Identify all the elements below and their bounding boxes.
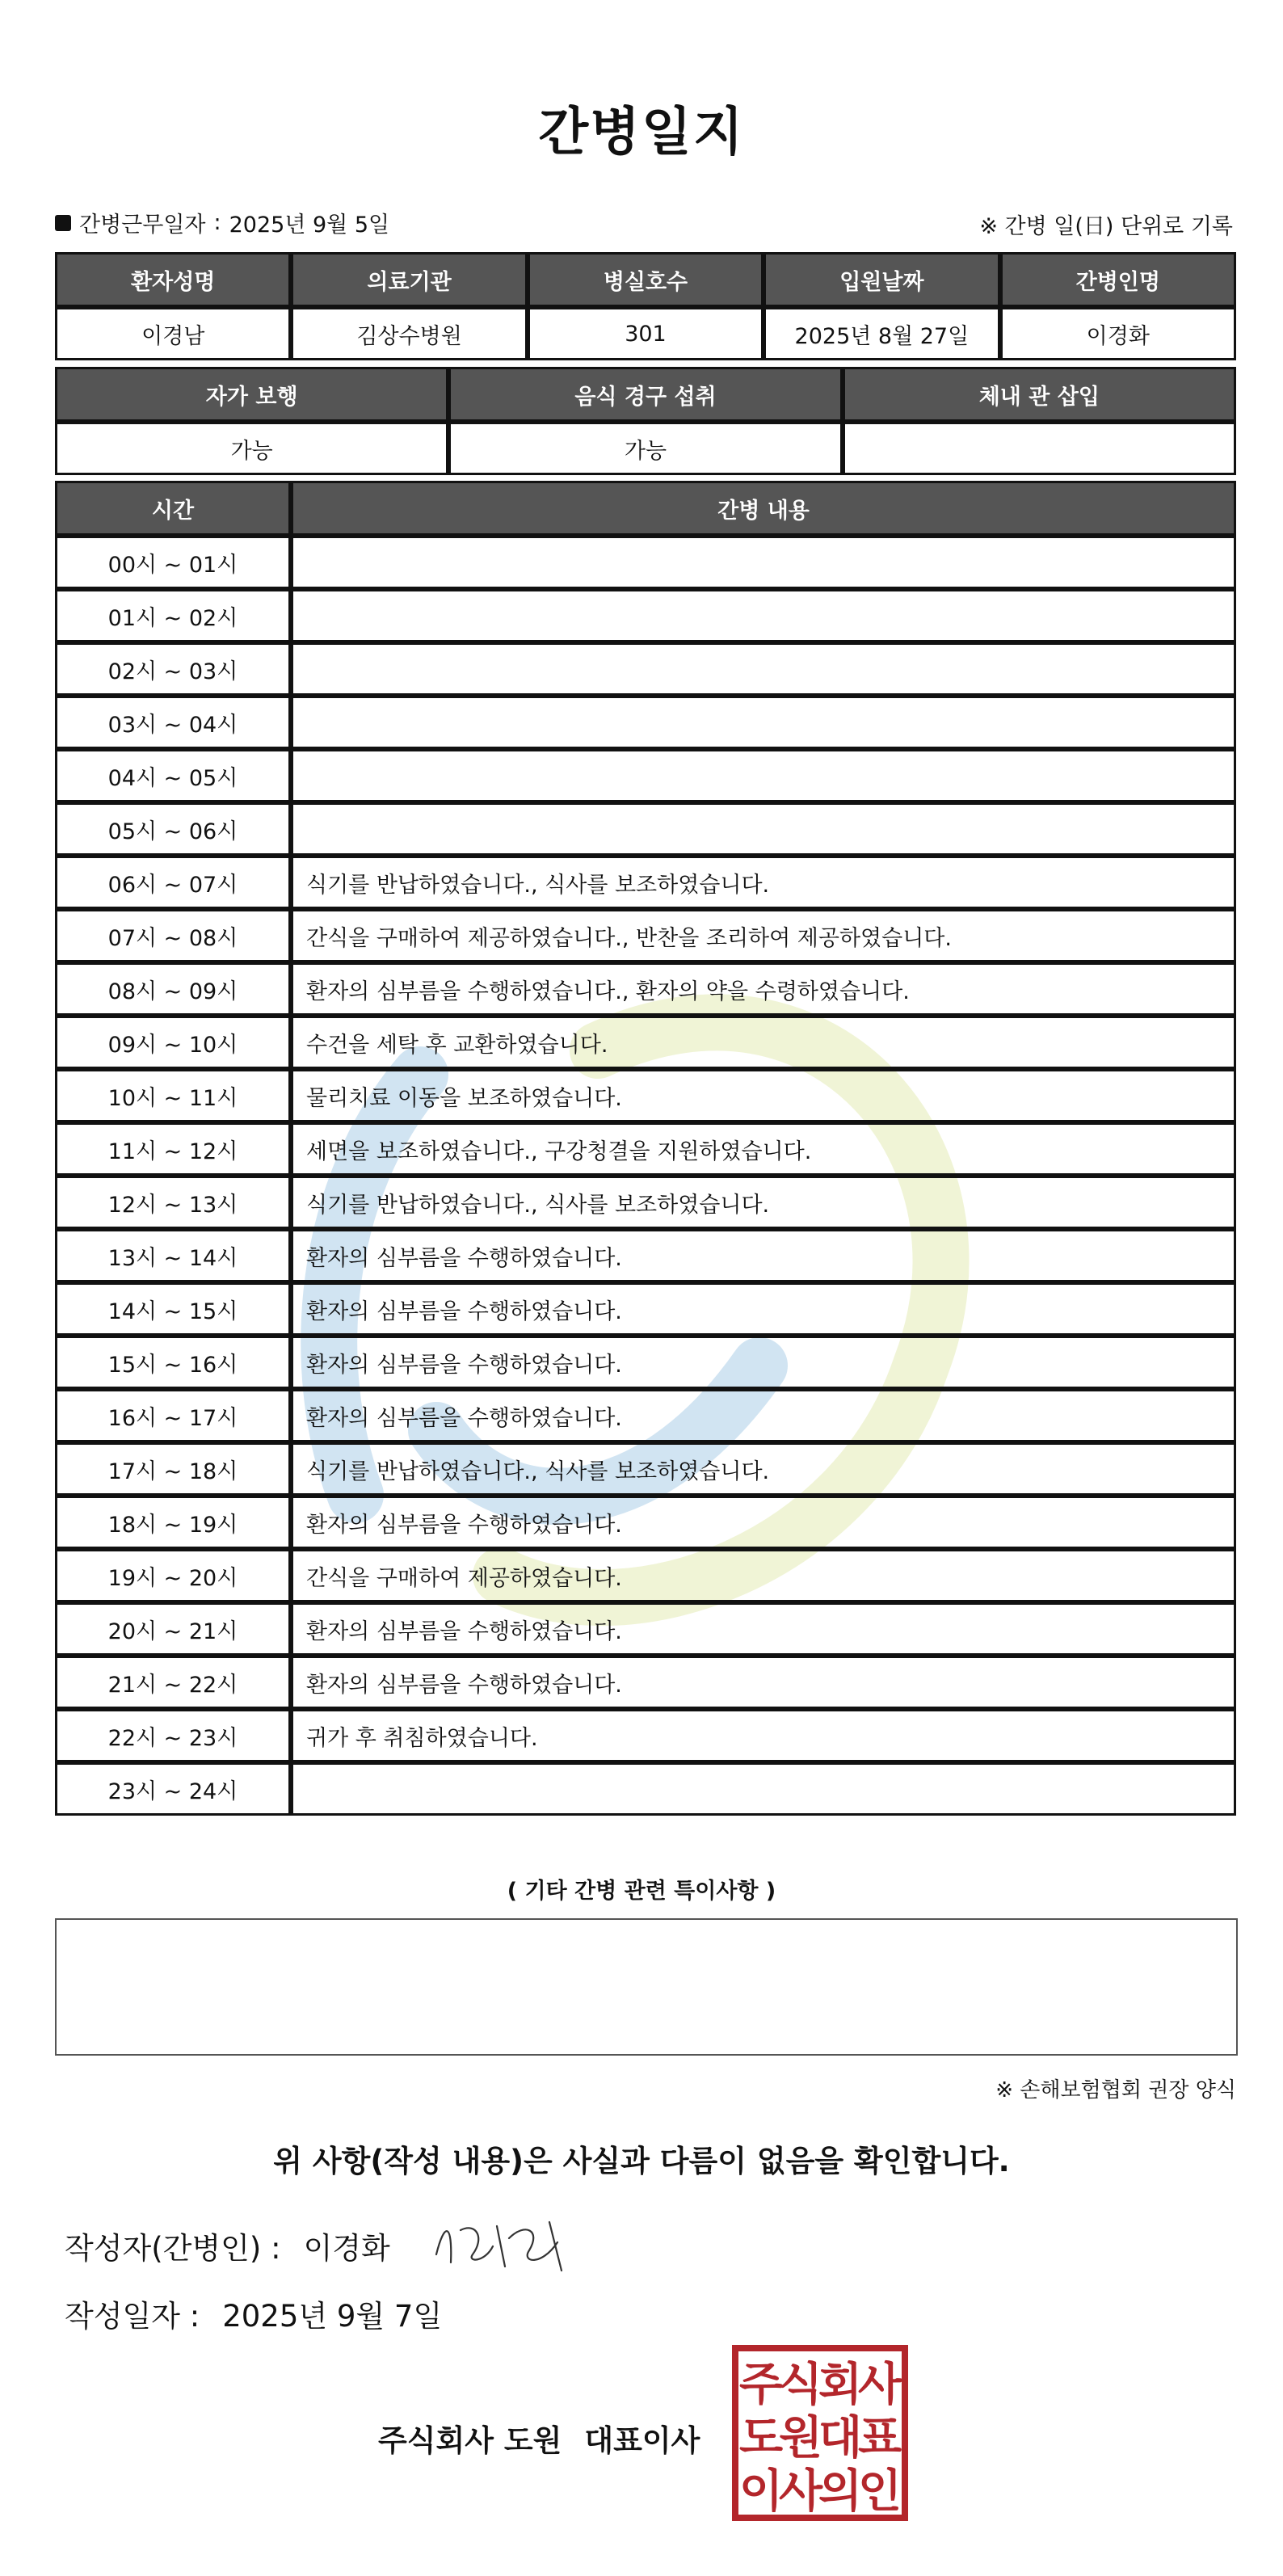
care-log-table [55,481,1236,1816]
care-content-cell [291,536,1236,589]
header-room: 병실호수 [528,252,763,307]
header-care-content: 간병 내용 [291,481,1236,536]
time-cell: 10시 ~ 11시 [55,1069,291,1122]
table-row [55,536,1236,589]
header-hospital: 의료기관 [291,252,527,307]
care-content-cell: 환자의 심부름을 수행하였습니다. [291,1602,1236,1656]
care-content-cell: 수건을 세탁 후 교환하였습니다. [291,1016,1236,1069]
time-cell: 08시 ~ 09시 [55,962,291,1016]
care-content-cell: 환자의 심부름을 수행하였습니다. [291,1389,1236,1442]
time-cell: 15시 ~ 16시 [55,1336,291,1389]
time-cell: 17시 ~ 18시 [55,1442,291,1496]
recommend-note: ※ 손해보험협회 권장 양식 [995,2078,1236,2102]
time-cell: 06시 ~ 07시 [55,856,291,909]
time-cell: 19시 ~ 20시 [55,1549,291,1602]
table-row [55,909,1236,962]
document-title: 간병일지 [538,103,745,162]
seal-char: 대 [818,2412,863,2464]
care-content-cell [291,749,1236,802]
seal-char: 의 [818,2465,863,2518]
table-row [55,962,1236,1016]
header-time: 시간 [55,481,291,536]
table-row [55,1229,1236,1282]
time-cell: 01시 ~ 02시 [55,589,291,642]
time-cell: 13시 ~ 14시 [55,1229,291,1282]
table-row [55,1496,1236,1549]
time-cell: 22시 ~ 23시 [55,1709,291,1762]
table-row [55,856,1236,909]
company-name: 주식회사 도원 [378,2423,562,2458]
oral-intake: 가능 [448,422,842,475]
time-cell: 16시 ~ 17시 [55,1389,291,1442]
work-date-label: 간병근무일자 [79,213,206,238]
tube-insertion [843,422,1236,475]
table-row [55,1336,1236,1389]
care-content-cell [291,696,1236,749]
seal-char: 주 [738,2359,784,2411]
time-cell: 07시 ~ 08시 [55,909,291,962]
work-date-value: 2025년 9월 5일 [229,213,390,238]
table-row [55,1122,1236,1176]
time-cell: 11시 ~ 12시 [55,1122,291,1176]
handwritten-signature [428,2206,574,2279]
table-row [55,1709,1236,1762]
time-cell: 21시 ~ 22시 [55,1656,291,1709]
care-content-cell: 귀가 후 취침하였습니다. [291,1709,1236,1762]
header-patient-name: 환자성명 [55,252,291,307]
table-row [55,802,1236,856]
ability-table [55,367,1236,475]
care-content-cell: 식기를 반납하였습니다., 식사를 보조하였습니다. [291,856,1236,909]
time-cell: 00시 ~ 01시 [55,536,291,589]
time-cell: 02시 ~ 03시 [55,642,291,696]
writer-name: 이경화 [303,2231,390,2266]
care-content-cell: 환자의 심부름을 수행하였습니다. [291,1229,1236,1282]
seal-char: 표 [857,2412,902,2464]
seal-char: 인 [857,2465,902,2518]
seal-char: 도 [738,2412,784,2464]
care-content-cell: 환자의 심부름을 수행하였습니다. [291,1656,1236,1709]
time-cell: 18시 ~ 19시 [55,1496,291,1549]
care-content-cell: 환자의 심부름을 수행하였습니다., 환자의 약을 수령하였습니다. [291,962,1236,1016]
time-cell: 05시 ~ 06시 [55,802,291,856]
care-content-cell [291,802,1236,856]
care-content-cell: 식기를 반납하였습니다., 식사를 보조하였습니다. [291,1442,1236,1496]
care-content-cell: 식기를 반납하였습니다., 식사를 보조하였습니다. [291,1176,1236,1229]
caregiver-name: 이경화 [1000,307,1236,360]
table-row [55,1069,1236,1122]
special-notes-title: ( 기타 간병 관련 특이사항 ) [507,1879,776,1904]
record-note: ※ 간병 일(日) 단위로 기록 [979,214,1233,239]
care-content-cell: 간식을 구매하여 제공하였습니다. [291,1549,1236,1602]
work-date [55,207,389,238]
admission-date: 2025년 8월 27일 [763,307,999,360]
company-line [378,2416,700,2460]
time-cell: 09시 ~ 10시 [55,1016,291,1069]
time-cell: 20시 ~ 21시 [55,1602,291,1656]
writer-label: 작성자(간병인) : [65,2231,281,2266]
care-content-cell: 물리치료 이동을 보조하였습니다. [291,1069,1236,1122]
header-oral-intake: 음식 경구 섭취 [448,367,842,422]
time-cell: 04시 ~ 05시 [55,749,291,802]
header-caregiver-name: 간병인명 [1000,252,1236,307]
table-row [55,1016,1236,1069]
seal-char: 사 [857,2359,902,2411]
seal-char: 이 [738,2465,784,2518]
seal-char: 회 [818,2359,863,2411]
special-notes-box [55,1918,1238,2056]
table-row [55,1762,1236,1816]
table-row [55,1176,1236,1229]
header-self-walking: 자가 보행 [55,367,448,422]
patient-name: 이경남 [55,307,291,360]
written-date-label: 작성일자 : [65,2299,200,2334]
table-row [55,589,1236,642]
seal-char: 원 [778,2412,823,2464]
hospital: 김상수병원 [291,307,527,360]
care-content-cell [291,642,1236,696]
table-row [55,696,1236,749]
table-row [55,642,1236,696]
table-row [55,1656,1236,1709]
time-cell: 23시 ~ 24시 [55,1762,291,1816]
writer-line [65,2224,390,2267]
time-cell: 14시 ~ 15시 [55,1282,291,1336]
table-row [55,1282,1236,1336]
work-date-sep: : [213,210,221,235]
care-content-cell [291,589,1236,642]
written-date-value: 2025년 9월 7일 [222,2299,443,2334]
table-row [55,1389,1236,1442]
care-content-cell [291,1762,1236,1816]
table-row [55,1549,1236,1602]
written-date-line [65,2292,442,2335]
seal-char: 사 [778,2465,823,2518]
confirmation-statement: 위 사항(작성 내용)은 사실과 다름이 없음을 확인합니다. [273,2144,1010,2178]
square-bullet-icon [55,215,71,231]
time-cell: 03시 ~ 04시 [55,696,291,749]
table-row [55,1442,1236,1496]
company-seal-stamp [730,2343,910,2523]
patient-info-table [55,252,1236,360]
care-content-cell: 간식을 구매하여 제공하였습니다., 반찬을 조리하여 제공하였습니다. [291,909,1236,962]
table-row [55,1602,1236,1656]
care-content-cell: 환자의 심부름을 수행하였습니다. [291,1282,1236,1336]
representative-title: 대표이사 [584,2423,700,2458]
care-content-cell: 환자의 심부름을 수행하였습니다. [291,1336,1236,1389]
care-content-cell: 환자의 심부름을 수행하였습니다. [291,1496,1236,1549]
time-cell: 12시 ~ 13시 [55,1176,291,1229]
table-row [55,749,1236,802]
seal-char: 식 [778,2359,823,2411]
header-admission-date: 입원날짜 [763,252,999,307]
self-walking: 가능 [55,422,448,475]
room-number: 301 [528,307,763,360]
care-content-cell: 세면을 보조하였습니다., 구강청결을 지원하였습니다. [291,1122,1236,1176]
header-tube-insertion: 체내 관 삽입 [843,367,1236,422]
